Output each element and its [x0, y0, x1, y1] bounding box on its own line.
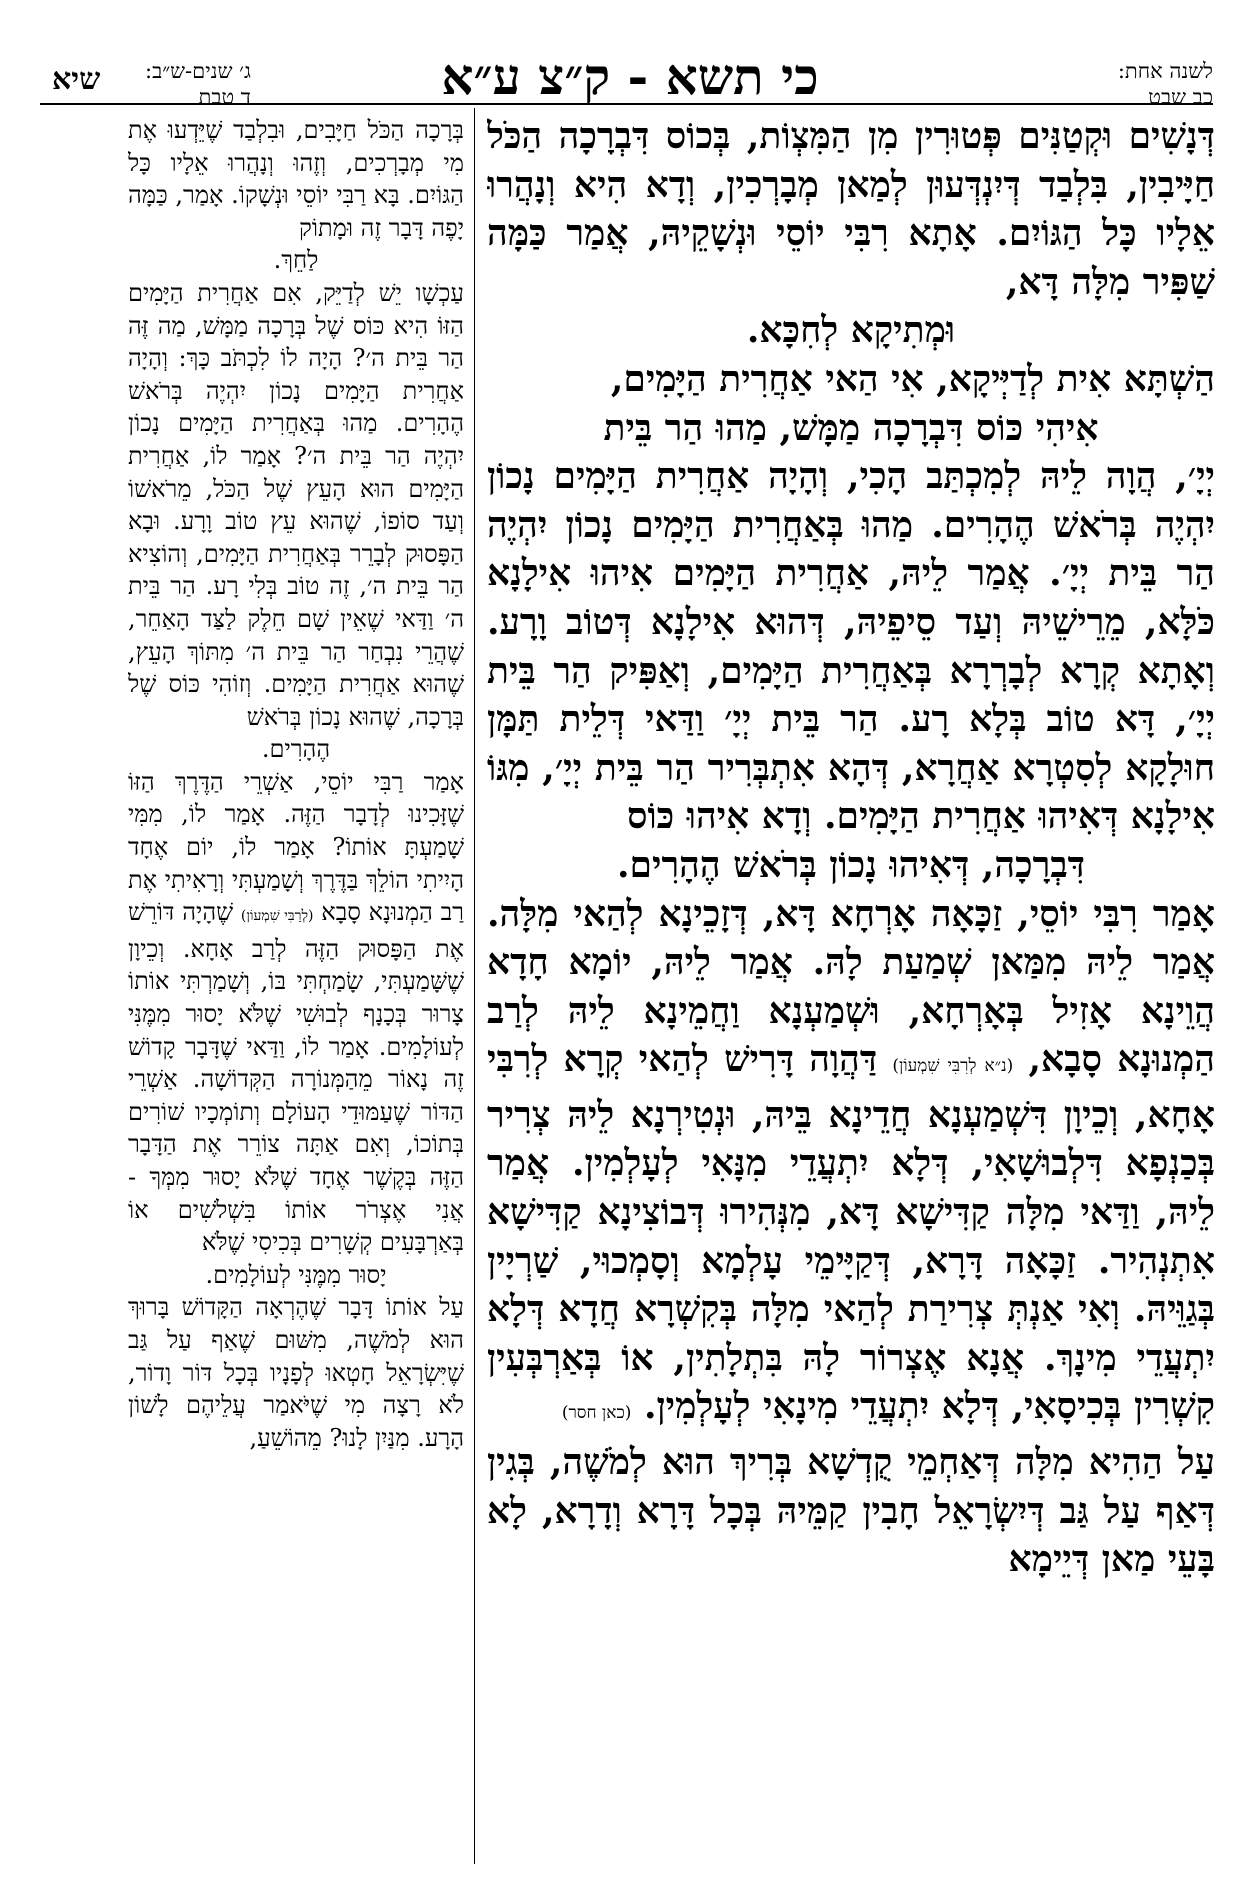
- schedule-one-year-label: לשנה אחת:: [1117, 59, 1213, 83]
- main-missing-note: (כאן חסר): [561, 1403, 632, 1424]
- side-paragraph-1: בְּרָכָה הַכֹּל חַיָּבִים, וּבִלְבַד שֶׁיֵּדְעוּ אֶת מִי מְבָרְכִים, וְזֶהוּ וְנָהֲרוּ אֵלָיו כָּל הַגּוֹיִם. בָּא רַבִּי יוֹסֵי וּנְשָׁקוֹ. אָמַר, כַּמָּה יָפֶה דָּבָר זֶה וּמָתוֹק: [128, 116, 464, 242]
- page-title: כי תשא - ק״צ ע״א: [441, 47, 819, 106]
- side-paragraph-3-end: יָסוּר מִמֶּנִּי לְעוֹלָמִים.: [205, 1260, 387, 1289]
- main-paragraph-2-center: אִיהִי כּוֹס דִּבְרָכָה מַמָּשׁ, מַהוּ הַר בֵּית: [603, 406, 1099, 449]
- page-number: שיא: [52, 62, 101, 97]
- main-paragraph-4-text: אָמַר רִבִּי יוֹסֵי, זַכָּאָה אָרְחָא דָּא, דְּזָכֵינָא לְהַאי מִלָּה. אֲמַר לֵיהּ מִמַּאן שְׁמַעַת לָהּ. אֲמַר לֵיהּ, יוֹמָא חָדָא הֲוֵינָא אָזִיל בְּאָרְחָא, וּשְׁמַעְנָא וַחֲמֵינָא לֵיהּ לְרַב הַמְנוּנָא סָבָא,: [487, 892, 1215, 1081]
- page-header: [0, 0, 1253, 110]
- hebrew-translation-column: [128, 114, 464, 1864]
- header-rule: [40, 103, 1213, 105]
- schedule-three-year-label: ג׳ שנים-ש״ב:: [145, 59, 251, 83]
- side-variant-note: (לְרַבִּי שִׁמְעוֹן): [240, 908, 314, 925]
- aramaic-main-column: [487, 112, 1215, 1864]
- main-paragraph-4: [487, 890, 1215, 1439]
- side-paragraph-2: עַכְשָׁו יֵשׁ לְדַיֵּק, אִם אַחֲרִית הַיָּמִים הַזּוֹ הִיא כּוֹס שֶׁל בְּרָכָה מַמָּשׁ, מַה זֶּה הַר בֵּית ה׳? הָיָה לוֹ לִכְתֹּב כָּךְ: וְהָיָה אַחֲרִית הַיָּמִים נָכוֹן יִהְיֶה בְּרֹאשׁ הֶהָרִים. מַהוּ בְּאַחֲרִית הַיָּמִים נָכוֹן יִהְיֶה הַר בֵּית ה׳? אָמַר לוֹ, אַחֲרִית הַיָּמִים הוּא הָעֵץ שֶׁל הַכֹּל, מֵרֹאשׁוֹ וְעַד סוֹפוֹ, שֶׁהוּא עֵץ טוֹב וָרָע. וּבָא הַפָּסוּק לְבָרֵר בְּאַחֲרִית הַיָּמִים, וְהוֹצִיא הַר בֵּית ה׳, זֶה טוֹב בְּלִי רָע. הַר בֵּית ה׳ וַדַּאי שֶׁאֵין שָׁם חֵלֶק לַצַּד הָאַחֵר, שֶׁהֲרֵי נִבְחַר הַר בֵּית ה׳ מִתּוֹךְ הָעֵץ, שֶׁהוּא אַחֲרִית הַיָּמִים. וְזוֹהִי כּוֹס שֶׁל בְּרָכָה, שֶׁהוּא נָכוֹן בְּרֹאשׁ: [128, 278, 464, 731]
- schedule-one-year-date: כב שבט: [1148, 85, 1213, 110]
- main-paragraph-3: יְיָ׳, הֲוָה לֵיהּ לְמִכְתַּב הָכִי, וְהָיָה אַחֲרִית הַיָּמִים נָכוֹן יִהְיֶה בְּרֹאשׁ הֶהָרִים. מַהוּ בְּאַחֲרִית הַיָּמִים נָכוֹן יִהְיֶה הַר בֵּית יְיָ׳. אֲמַר לֵיהּ, אַחֲרִית הַיָּמִים אִיהוּ אִילָנָא כֹּלָּא, מֵרֵישֵׁיהּ וְעַד סֵיפֵיהּ, דְּהוּא אִילָנָא דְּטוֹב וָרָע. וְאָתָא קְרָא לְבָרְרָא בְּאַחֲרִית הַיָּמִים, וְאַפִּיק הַר בֵּית יְיָ׳, דָּא טוֹב בְּלָא רָע. הַר בֵּית יְיָ׳ וַדַּאי דְּלֵית תַּמָּן חוּלָקָא לְסִטְרָא אַחֲרָא, דְּהָא אִתְבְּרִיר הַר בֵּית יְיָ׳, מִגּוֹ אִילָנָא דְּאִיהוּ אַחֲרִית הַיָּמִים. וְדָא אִיהוּ כּוֹס: [487, 455, 1215, 838]
- main-paragraph-4-cont: דַּהֲוָה דָּרִישׁ לְהַאי קְרָא לְרִבִּי אָחָא, וְכֵיוָן דִּשְׁמַעְנָא חֲדֵינָא בֵּיהּ, וּנְטִירְנָא לֵיהּ צְרִיר בְּכַנְפָא דִּלְבוּשָׁאִי, דְּלָא יִתְעֲדֵי מִנָּאִי לְעָלְמִין. אֲמַר לֵיהּ, וַדַּאי מִלָּה קַדִּישָׁא דָּא, מִנְּהִירוּ דְּבוֹצִינָא קַדִּישָׁא אִתְנְהִיר. זַכָּאָה דָּרָא, דְּקַיָּימֵי עָלְמָא וְסָמְכוּי, שַׁרְיָין בְּגַוֵּיהּ. וְאִי אַנְתְּ צְרִירַת לְהַאי מִלָּה בְּקִשְׁרָא חֲדָא דְּלָא יִתְעֲדֵי מִינָךְ. אֲנָא אֶצְרוֹר לָהּ בִּתְלָתִין, אוֹ בְּאַרְבְּעִין קִשְׁרִין בְּכִיסָאִי, דְּלָא יִתְעֲדֵי מִינָאִי לְעָלְמִין.: [487, 1038, 1215, 1428]
- side-paragraph-3-text: אָמַר רַבִּי יוֹסֵי, אַשְׁרֵי הַדֶּרֶךְ הַזּוֹ שֶׁזָּכִינוּ לְדָבָר הַזֶּה. אָמַר לוֹ, מִמִּי שָׁמַעְתָּ אוֹתוֹ? אָמַר לוֹ, יוֹם אֶחָד הָיִיתִי הוֹלֵךְ בַּדֶּרֶךְ וְשָׁמַעְתִּי וְרָאִיתִי אֶת רַב הַמְנוּנָא סָבָא: [128, 767, 464, 927]
- main-variant-note: (נ״א לְרִבִּי שִׁמְעוֹן): [892, 1056, 1014, 1077]
- side-paragraph-3-cont: שֶׁהָיָה דּוֹרֵשׁ אֶת הַפָּסוּק הַזֶּה לְרַב אָחָא. וְכֵיוָן שֶׁשָּׁמַעְתִּי, שָׂמַחְתִּי בּוֹ, וְשָׁמַרְתִּי אוֹתוֹ צָרוּר בְּכָנָף לְבוּשִׁי שֶׁלֹּא יָסוּר מִמֶּנִּי לְעוֹלָמִים. אָמַר לוֹ, וַדַּאי שֶׁדָּבָר קָדוֹשׁ זֶה נָאוֹר מֵהַמְּנוֹרָה הַקְּדוֹשָׁה. אַשְׁרֵי הַדּוֹר שֶׁעַמּוּדֵי הָעוֹלָם וְתוֹמְכָיו שׁוֹרִים בְּתוֹכוֹ, וְאִם אַתָּה צוֹרֵר אֶת הַדָּבָר הַזֶּה בְּקֶשֶׁר אֶחָד שֶׁלֹּא יָסוּר מִמְּךָ - אֲנִי אֶצְרֹר אוֹתוֹ בִּשְׁלֹשִׁים אוֹ בְּאַרְבָּעִים קְשָׁרִים בְּכִיסִי שֶׁלֹּא: [128, 898, 464, 1257]
- schedule-three-year-date: ד טבת: [198, 85, 251, 110]
- main-paragraph-2: הַשְׁתָּא אִית לְדַיְּיקָא, אִי הַאי אַחֲרִית הַיָּמִים,: [610, 357, 1215, 400]
- column-divider: [474, 108, 475, 1864]
- side-paragraph-4: עַל אוֹתוֹ דָּבָר שֶׁהֶרְאָה הַקָּדוֹשׁ בָּרוּךְ הוּא לְמֹשֶׁה, מִשּׁוּם שֶׁאַף עַל גַּב שֶׁיִּשְׂרָאֵל חָטְאוּ לְפָנָיו בְּכָל דּוֹר וָדוֹר, לֹא רָצָה מִי שֶׁיֹּאמַר עֲלֵיהֶם לָשׁוֹן הָרָע. מִנַּיִן לָנוּ? מֵהוֹשֵׁעַ,: [128, 1293, 464, 1452]
- side-paragraph-1-end: לַחֵךְ.: [273, 246, 319, 275]
- main-paragraph-1: דְּנָשִׁים וּקְטַנִּים פְּטוּרִין מִן הַמִּצְוֹת, בְּכוֹס דִּבְרָכָה הַכֹּל חַיָּיבִין, בִּלְבַד דְּיִנְדְּעוּן לְמַאן מְבָרְכִין, וְדָא הִיא וְנָהֲרוּ אֵלָיו כָּל הַגּוֹיִם. אָתָא רִבִּי יוֹסֵי וּנְשָׁקֵיהּ, אֲמַר כַּמָּה שַׁפִּיר מִלָּה דָּא,: [487, 115, 1215, 303]
- main-paragraph-3-end: דִּבְרָכָה, דְּאִיהוּ נָכוֹן בְּרֹאשׁ הֶהָרִים.: [617, 843, 1085, 886]
- side-paragraph-2-end: הֶהָרִים.: [261, 735, 331, 764]
- side-paragraph-3: [128, 766, 464, 1259]
- main-paragraph-5: עַל הַהִיא מִלָּה דְּאַחְמֵי קֻדְשָׁא בְּרִיךְ הוּא לְמֹשֶׁה, בְּגִין דְּאַף עַל גַּב דְּיִשְׂרָאֵל חָבִין קַמֵּיהּ בְּכָל דָּרָא וְדָרָא, לָא בָּעֵי מַאן דְּיֵימָא: [487, 1441, 1215, 1581]
- main-paragraph-1-end: וּמְתִיקָא לְחִכָּא.: [746, 309, 956, 352]
